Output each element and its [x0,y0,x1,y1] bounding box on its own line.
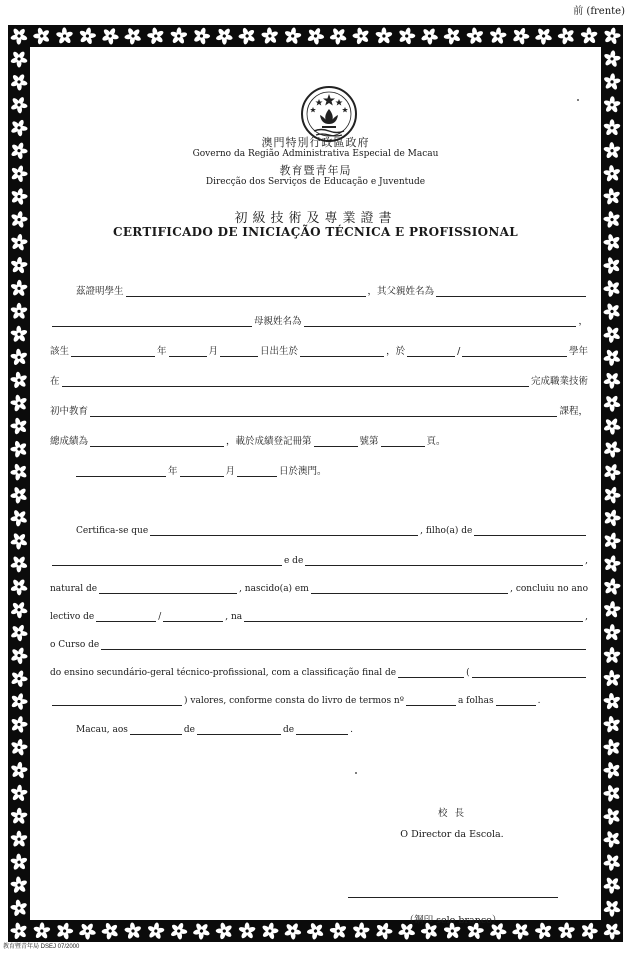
zh-row-mother [50,311,588,327]
school-year-start-field-pt[interactable] [96,609,156,622]
grade-words-cont-field-pt[interactable] [52,693,182,706]
zh-row-school [50,371,588,387]
birth-day-field-zh[interactable] [220,344,258,357]
birth-year-field-zh[interactable] [71,344,155,357]
issue-year-field-zh[interactable] [76,464,166,477]
label-native-of-pt: natural de [50,584,98,594]
label-junior-edu-zh: 初中教育 [50,406,89,417]
certificate-title-pt: CERTIFICADO DE INICIAÇÃO TÉCNICA E PROFISSIONAL [112,225,519,239]
pt-row-grade [50,662,588,678]
print-speck [577,99,579,101]
form-code: 教育暨青年局 DSEJ 07/2000 [3,944,80,950]
label-month-zh: 月 [208,346,219,357]
label-at-zh: 在 [50,376,60,387]
zh-row-birth [50,341,588,357]
register-number-field-zh[interactable] [314,434,358,447]
label-page-zh: 頁。 [426,436,446,447]
label-course-pt: o Curso de [50,640,100,650]
father-name-cont-field-zh[interactable] [52,314,252,327]
label-slash-pt: / [158,612,162,622]
school-year-end-field-pt[interactable] [163,609,223,622]
government-name-pt: Governo da Região Administrativa Especial de Macau [192,149,439,159]
label-completed-zh: 完成職業技術 [530,376,588,387]
pt-row-birth [50,578,588,594]
label-school-year-zh: 學年 [568,346,588,357]
mother-name-field-zh[interactable] [304,314,577,327]
principal-title-pt: O Director da Escola. [400,829,504,840]
label-paren-open: ( [466,668,470,678]
punct-comma-pt: , [585,556,588,566]
decorative-border [8,25,623,942]
zh-row-student [50,281,588,297]
principal-title-zh: 校 長 [437,808,467,819]
issue-day-field-pt[interactable] [130,722,182,735]
grade-number-field-pt[interactable] [398,665,464,678]
mother-name-field-pt[interactable] [305,553,583,566]
punct-period-pt-2: . [350,725,353,735]
pt-row-date [50,719,588,735]
school-field-zh[interactable] [62,374,529,387]
book-number-field-pt[interactable] [406,693,456,706]
issue-month-field-pt[interactable] [197,722,281,735]
label-course-zh: 課程， [559,406,588,417]
issue-year-field-pt[interactable] [296,722,348,735]
department-name-pt: Direcção dos Serviços de Educação e Juventude [205,177,426,187]
zh-row-course [50,401,588,417]
department-name-zh: 教育暨青年局 [279,164,352,177]
zh-row-grade [50,431,588,447]
signature-line[interactable] [348,897,558,898]
issue-month-field-zh[interactable] [180,464,224,477]
label-in-zh: ，於 [386,346,406,357]
punct-comma-pt-2: , [585,612,588,622]
pt-row-course [50,634,588,650]
father-name-field-zh[interactable] [436,284,586,297]
label-book-terms-pt: ) valores, conforme consta do livro de termos nº [184,696,404,706]
zh-row-issue-date [50,461,588,477]
birthplace-field-zh[interactable] [300,344,384,357]
label-mother-zh: 母親姓名為 [254,316,302,327]
birth-month-field-zh[interactable] [169,344,207,357]
school-year-start-field-zh[interactable] [407,344,455,357]
seal-note: （鋼印 selo branco） [404,915,502,926]
label-concluded-pt: , concluiu no ano [510,584,588,594]
label-issue-month-zh: 月 [225,466,236,477]
pt-row-mother [50,550,588,566]
label-of-month-pt: de [183,725,196,735]
course-field-pt[interactable] [101,637,586,650]
label-certify-pt: Certifica-se que [76,526,149,536]
label-born-zh: 該生 [50,346,70,357]
label-issue-macau-zh: 日於澳門。 [279,466,327,477]
label-macau-on-pt: Macau, aos [76,725,128,735]
register-page-field-zh[interactable] [381,434,425,447]
label-year-zh: 年 [157,346,167,357]
father-name-cont-field-pt[interactable] [52,553,282,566]
label-student-zh: 茲證明學生 [76,286,124,297]
grade-words-field-pt[interactable] [472,665,586,678]
label-school-year-pt: lectivo de [50,612,95,622]
print-speck [355,772,357,774]
label-and-of-pt: e de [284,556,304,566]
birth-date-field-pt[interactable] [311,581,508,594]
school-field-pt[interactable] [244,609,583,622]
label-number-zh: 號第 [359,436,379,447]
label-day-born-in-zh: 日出生於 [260,346,299,357]
pt-row-book [50,690,588,706]
punct-comma: ， [578,316,588,327]
page-side-note: 前 (frente) [573,6,625,17]
student-name-field-zh[interactable] [126,284,366,297]
total-grade-field-zh[interactable] [90,434,224,447]
label-register-zh: ，載於成績登記冊第 [226,436,312,447]
label-child-of-pt: , filho(a) de [420,526,473,536]
school-year-end-field-zh[interactable] [462,344,567,357]
pt-row-school-year [50,606,588,622]
issue-day-field-zh[interactable] [237,464,277,477]
book-pages-field-pt[interactable] [496,693,536,706]
student-name-field-pt[interactable] [150,523,418,536]
label-total-grade-zh: 總成績為 [50,436,89,447]
label-father-zh: ，其父親姓名為 [367,286,435,297]
certificate-title-zh: 初級技術及專業證書 [234,211,397,226]
punct-period-pt: . [537,696,541,706]
course-field-zh[interactable] [90,404,557,417]
certificate-body [30,47,601,926]
government-name-zh: 澳門特別行政區政府 [261,136,370,149]
father-name-field-pt[interactable] [474,523,586,536]
label-issue-year-zh: 年 [168,466,178,477]
label-slash: / [457,346,461,357]
label-of-year-pt: de [283,725,295,735]
birthplace-field-pt[interactable] [99,581,237,594]
pt-row-certify [50,520,588,536]
label-at-pt: , na [225,612,243,622]
label-born-on-pt: , nascido(a) em [239,584,309,594]
label-education-grade-pt: do ensino secundário-geral técnico-profissional, com a classificação final de [50,668,397,678]
label-pages-pt: a folhas [457,696,494,706]
